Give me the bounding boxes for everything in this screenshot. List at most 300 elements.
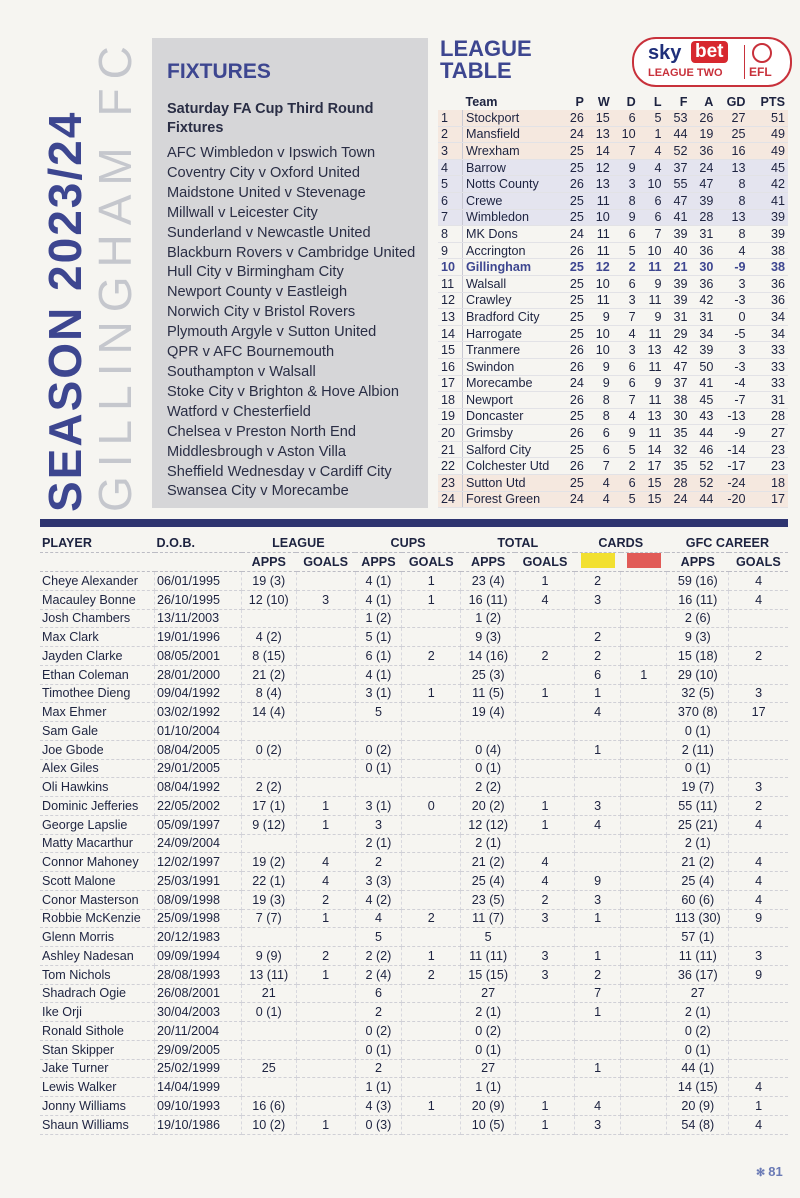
sponsor-league: LEAGUE TWO <box>648 67 723 79</box>
fixture-item: Blackburn Rovers v Cambridge United <box>167 244 416 261</box>
sponsor-sky: sky <box>648 42 682 64</box>
league-stat: 24 <box>665 491 691 508</box>
league-stat: 10 <box>587 275 613 292</box>
league-stat: 39 <box>665 292 691 309</box>
player-row <box>40 1097 788 1116</box>
player-dob: 08/05/2001 <box>155 647 242 666</box>
league-stat: -14 <box>716 441 748 458</box>
cups-goals: 1 <box>402 590 461 609</box>
league-stat: 39 <box>690 342 716 359</box>
red-cards <box>621 778 667 797</box>
yellow-cards: 3 <box>575 890 621 909</box>
player-dob: 14/04/1999 <box>155 1078 242 1097</box>
sub-total-apps: APPS <box>461 553 516 572</box>
yellow-cards <box>575 609 621 628</box>
red-cards <box>621 797 667 816</box>
total-apps: 20 (2) <box>461 797 516 816</box>
cups-goals <box>402 853 461 872</box>
league-stat: 29 <box>665 325 691 342</box>
total-goals: 2 <box>515 890 574 909</box>
cups-apps: 2 <box>355 1003 401 1022</box>
career-apps: 2 (1) <box>667 1003 729 1022</box>
cups-goals: 0 <box>402 797 461 816</box>
club-crest-icon: ✻ <box>756 1167 766 1179</box>
league-apps <box>242 722 297 741</box>
league-stat: 44 <box>690 491 716 508</box>
career-apps: 0 (1) <box>667 1040 729 1059</box>
league-position: 6 <box>438 192 463 209</box>
yellow-cards <box>575 1040 621 1059</box>
league-stat: 41 <box>690 375 716 392</box>
total-goals: 2 <box>515 647 574 666</box>
league-goals <box>296 778 355 797</box>
league-position: 15 <box>438 342 463 359</box>
total-goals <box>515 740 574 759</box>
cups-apps: 2 <box>355 1059 401 1078</box>
red-cards <box>621 609 667 628</box>
fixture-item: QPR v AFC Bournemouth <box>167 344 335 361</box>
league-goals: 3 <box>296 590 355 609</box>
league-goals <box>296 722 355 741</box>
league-goals <box>296 984 355 1003</box>
player-dob: 29/01/2005 <box>155 759 242 778</box>
league-stat: 21 <box>665 259 691 276</box>
league-stat: 30 <box>690 259 716 276</box>
league-stat: 25 <box>561 275 587 292</box>
league-stat: 13 <box>716 209 748 226</box>
league-stat: 6 <box>587 441 613 458</box>
league-stat: 25 <box>561 475 587 492</box>
league-team: Doncaster <box>463 408 562 425</box>
red-cards <box>621 1078 667 1097</box>
player-row <box>40 1022 788 1041</box>
player-row <box>40 834 788 853</box>
league-stat: 45 <box>690 392 716 409</box>
league-position: 3 <box>438 143 463 160</box>
career-goals <box>729 1022 788 1041</box>
fixture-item: Millwall v Leicester City <box>167 204 318 221</box>
fixture-item: Coventry City v Oxford United <box>167 164 361 181</box>
fixture-item: Sheffield Wednesday v Cardiff City <box>167 463 392 480</box>
season-vertical-title <box>28 30 141 520</box>
sub-career-goals: GOALS <box>729 553 788 572</box>
league-stat: 26 <box>690 110 716 126</box>
red-cards <box>621 759 667 778</box>
player-name: Robbie McKenzie <box>40 909 155 928</box>
player-name: Jonny Williams <box>40 1097 155 1116</box>
league-stat: 10 <box>587 325 613 342</box>
league-table-row <box>438 192 788 209</box>
career-apps: 20 (9) <box>667 1097 729 1116</box>
yellow-cards: 1 <box>575 740 621 759</box>
cups-apps: 5 (1) <box>355 628 401 647</box>
league-stat: 3 <box>613 342 639 359</box>
league-stat: 34 <box>690 325 716 342</box>
league-stat: 6 <box>639 209 665 226</box>
player-row <box>40 928 788 947</box>
league-table-title <box>440 38 532 82</box>
yellow-cards <box>575 722 621 741</box>
player-stats-table <box>40 534 788 1135</box>
league-stat: 14 <box>639 441 665 458</box>
fixture-item: Swansea City v Morecambe <box>167 483 349 500</box>
league-apps: 0 (2) <box>242 740 297 759</box>
player-dob: 24/09/2004 <box>155 834 242 853</box>
sub-cups-goals: GOALS <box>402 553 461 572</box>
cups-goals <box>402 740 461 759</box>
red-cards <box>621 1022 667 1041</box>
yellow-cards <box>575 1078 621 1097</box>
red-cards <box>621 684 667 703</box>
league-stat: 3 <box>716 342 748 359</box>
career-goals <box>729 1059 788 1078</box>
league-goals: 1 <box>296 1115 355 1134</box>
cups-goals: 1 <box>402 572 461 591</box>
yellow-card-swatch <box>575 553 621 572</box>
league-stat: 5 <box>613 491 639 508</box>
player-row <box>40 1003 788 1022</box>
league-stat: 52 <box>690 475 716 492</box>
yellow-cards: 1 <box>575 684 621 703</box>
league-stat: 11 <box>639 425 665 442</box>
league-stat: 5 <box>613 242 639 259</box>
yellow-cards: 4 <box>575 1097 621 1116</box>
player-name: Jake Turner <box>40 1059 155 1078</box>
league-stat: 31 <box>690 226 716 243</box>
league-position: 5 <box>438 176 463 193</box>
league-stat: 13 <box>587 126 613 143</box>
player-name: Alex Giles <box>40 759 155 778</box>
cups-goals: 2 <box>402 965 461 984</box>
red-card-swatch <box>621 553 667 572</box>
red-cards <box>621 572 667 591</box>
league-team: Walsall <box>463 275 562 292</box>
total-goals <box>515 1078 574 1097</box>
league-col-header: PTS <box>760 95 785 109</box>
total-goals <box>515 722 574 741</box>
player-name: Matty Macarthur <box>40 834 155 853</box>
league-stat: 7 <box>613 392 639 409</box>
fixture-item: Sunderland v Newcastle United <box>167 224 371 241</box>
career-apps: 16 (11) <box>667 590 729 609</box>
col-player: PLAYER <box>40 534 155 553</box>
league-stat: 14 <box>587 143 613 160</box>
player-row <box>40 740 788 759</box>
player-dob: 26/08/2001 <box>155 984 242 1003</box>
total-goals: 1 <box>515 684 574 703</box>
league-stat: 31 <box>690 309 716 326</box>
player-dob: 25/09/1998 <box>155 909 242 928</box>
red-cards <box>621 647 667 666</box>
league-stat: 8 <box>716 226 748 243</box>
league-apps: 21 (2) <box>242 665 297 684</box>
league-stat: 26 <box>561 458 587 475</box>
league-stat: 27 <box>749 425 788 442</box>
sub-career-apps: APPS <box>667 553 729 572</box>
efl-crest-icon <box>752 43 772 63</box>
total-apps: 2 (1) <box>461 1003 516 1022</box>
league-stat: 11 <box>639 259 665 276</box>
red-cards <box>621 1097 667 1116</box>
player-dob: 20/12/1983 <box>155 928 242 947</box>
league-team: Harrogate <box>463 325 562 342</box>
career-apps: 2 (1) <box>667 834 729 853</box>
red-cards <box>621 890 667 909</box>
league-goals: 4 <box>296 872 355 891</box>
col-career: GFC CAREER <box>667 534 788 553</box>
total-goals <box>515 834 574 853</box>
player-dob: 05/09/1997 <box>155 815 242 834</box>
league-goals <box>296 1078 355 1097</box>
league-table-row <box>438 458 788 475</box>
cups-goals <box>402 928 461 947</box>
league-position: 16 <box>438 358 463 375</box>
cups-apps: 0 (3) <box>355 1115 401 1134</box>
red-cards <box>621 984 667 1003</box>
career-apps: 2 (6) <box>667 609 729 628</box>
league-stat: 31 <box>749 392 788 409</box>
red-cards <box>621 1115 667 1134</box>
league-stat: 24 <box>561 375 587 392</box>
player-row <box>40 872 788 891</box>
total-goals: 1 <box>515 797 574 816</box>
league-stat: 26 <box>561 358 587 375</box>
total-goals: 3 <box>515 965 574 984</box>
cups-apps: 0 (1) <box>355 1040 401 1059</box>
total-goals <box>515 609 574 628</box>
career-goals <box>729 759 788 778</box>
league-stat: 26 <box>561 110 587 126</box>
player-row <box>40 647 788 666</box>
cups-apps: 0 (1) <box>355 759 401 778</box>
league-goals <box>296 1059 355 1078</box>
yellow-cards: 1 <box>575 947 621 966</box>
career-goals: 4 <box>729 890 788 909</box>
total-apps: 20 (9) <box>461 1097 516 1116</box>
league-goals <box>296 647 355 666</box>
fixture-item: Hull City v Birmingham City <box>167 264 344 281</box>
league-position: 18 <box>438 392 463 409</box>
player-row <box>40 890 788 909</box>
league-team: Accrington <box>463 242 562 259</box>
yellow-cards: 2 <box>575 647 621 666</box>
league-goals <box>296 1003 355 1022</box>
league-stat: 52 <box>690 458 716 475</box>
player-row <box>40 665 788 684</box>
league-table-row <box>438 159 788 176</box>
career-goals <box>729 609 788 628</box>
fixture-item: Chelsea v Preston North End <box>167 423 357 440</box>
league-table-title-line2: TABLE <box>440 58 512 83</box>
league-stat: 17 <box>639 458 665 475</box>
player-dob: 28/08/1993 <box>155 965 242 984</box>
league-table-row <box>438 342 788 359</box>
player-dob: 09/09/1994 <box>155 947 242 966</box>
league-apps: 4 (2) <box>242 628 297 647</box>
player-name: Shaun Williams <box>40 1115 155 1134</box>
player-row <box>40 722 788 741</box>
cups-goals: 1 <box>402 1097 461 1116</box>
player-name: Jayden Clarke <box>40 647 155 666</box>
cups-apps: 1 (1) <box>355 1078 401 1097</box>
league-stat: 10 <box>587 209 613 226</box>
league-position: 4 <box>438 159 463 176</box>
league-col-header: GD <box>726 95 746 109</box>
league-stat: 25 <box>561 292 587 309</box>
league-stat: 23 <box>749 458 788 475</box>
league-goals: 2 <box>296 890 355 909</box>
player-name: Cheye Alexander <box>40 572 155 591</box>
cups-apps: 2 (2) <box>355 947 401 966</box>
cups-goals <box>402 815 461 834</box>
fixture-item: Maidstone United v Stevenage <box>167 184 366 201</box>
league-stat: 15 <box>639 491 665 508</box>
sub-total-goals: GOALS <box>515 553 574 572</box>
yellow-cards: 3 <box>575 797 621 816</box>
career-goals <box>729 740 788 759</box>
league-table-row <box>438 475 788 492</box>
league-stat: 13 <box>639 408 665 425</box>
league-stat: 4 <box>587 491 613 508</box>
player-name: George Lapslie <box>40 815 155 834</box>
player-row <box>40 572 788 591</box>
league-stat: 47 <box>665 358 691 375</box>
yellow-cards: 2 <box>575 572 621 591</box>
total-goals: 1 <box>515 1097 574 1116</box>
league-stat: 17 <box>749 491 788 508</box>
cups-apps: 2 (1) <box>355 834 401 853</box>
total-apps: 0 (1) <box>461 759 516 778</box>
league-stat: 28 <box>749 408 788 425</box>
player-row <box>40 1059 788 1078</box>
league-stat: 5 <box>613 441 639 458</box>
player-row <box>40 590 788 609</box>
player-name: Joe Gbode <box>40 740 155 759</box>
league-apps: 21 <box>242 984 297 1003</box>
league-apps <box>242 609 297 628</box>
league-stat: 6 <box>613 110 639 126</box>
player-dob: 09/10/1993 <box>155 1097 242 1116</box>
career-apps: 32 (5) <box>667 684 729 703</box>
league-apps: 9 (12) <box>242 815 297 834</box>
total-apps: 12 (12) <box>461 815 516 834</box>
league-goals <box>296 1040 355 1059</box>
league-team: Tranmere <box>463 342 562 359</box>
career-goals: 17 <box>729 703 788 722</box>
league-stat: 32 <box>665 441 691 458</box>
player-name: Ethan Coleman <box>40 665 155 684</box>
total-goals: 1 <box>515 815 574 834</box>
league-table-row <box>438 242 788 259</box>
cups-apps: 0 (2) <box>355 740 401 759</box>
league-team: Morecambe <box>463 375 562 392</box>
career-apps: 36 (17) <box>667 965 729 984</box>
league-stat: -17 <box>716 458 748 475</box>
league-apps: 0 (1) <box>242 1003 297 1022</box>
league-table-row <box>438 226 788 243</box>
red-cards <box>621 909 667 928</box>
league-stat: 9 <box>587 375 613 392</box>
sponsor-efl: EFL <box>749 65 772 79</box>
sub-cups-apps: APPS <box>355 553 401 572</box>
league-stat: 13 <box>639 342 665 359</box>
sky-bet-league-two-logo <box>632 37 792 87</box>
league-table-row <box>438 126 788 143</box>
league-goals: 2 <box>296 947 355 966</box>
player-name: Sam Gale <box>40 722 155 741</box>
league-stat: 53 <box>665 110 691 126</box>
league-apps: 8 (4) <box>242 684 297 703</box>
player-row <box>40 778 788 797</box>
player-dob: 29/09/2005 <box>155 1040 242 1059</box>
cups-goals <box>402 1059 461 1078</box>
player-dob: 06/01/1995 <box>155 572 242 591</box>
career-apps: 0 (1) <box>667 722 729 741</box>
league-team: Crawley <box>463 292 562 309</box>
fixture-item: Stoke City v Brighton & Hove Albion <box>167 383 399 400</box>
league-stat: 9 <box>613 159 639 176</box>
league-table-row <box>438 292 788 309</box>
league-apps: 25 <box>242 1059 297 1078</box>
league-position: 12 <box>438 292 463 309</box>
player-dob: 26/10/1995 <box>155 590 242 609</box>
cups-goals <box>402 890 461 909</box>
total-goals <box>515 1003 574 1022</box>
league-stat: 11 <box>639 358 665 375</box>
league-stat: 25 <box>716 126 748 143</box>
league-stat: 9 <box>587 309 613 326</box>
yellow-cards <box>575 853 621 872</box>
player-row <box>40 984 788 1003</box>
player-dob: 22/05/2002 <box>155 797 242 816</box>
career-apps: 11 (11) <box>667 947 729 966</box>
league-col-header <box>438 94 463 110</box>
yellow-cards: 4 <box>575 815 621 834</box>
league-position: 24 <box>438 491 463 508</box>
league-table-row <box>438 392 788 409</box>
league-stat: 38 <box>749 242 788 259</box>
fixtures-panel <box>152 38 428 508</box>
league-stat: -3 <box>716 292 748 309</box>
total-goals: 3 <box>515 909 574 928</box>
league-stat: 36 <box>690 143 716 160</box>
league-team: Newport <box>463 392 562 409</box>
league-stat: 4 <box>716 242 748 259</box>
player-name: Oli Hawkins <box>40 778 155 797</box>
cups-goals <box>402 665 461 684</box>
fixture-item: Middlesbrough v Aston Villa <box>167 443 347 460</box>
league-stat: 39 <box>749 209 788 226</box>
player-row <box>40 815 788 834</box>
league-col-header: Team <box>465 95 498 109</box>
league-stat: 25 <box>561 408 587 425</box>
league-stat: 12 <box>587 259 613 276</box>
league-stat: 28 <box>665 475 691 492</box>
league-team: Gillingham <box>463 259 562 276</box>
total-apps: 2 (1) <box>461 834 516 853</box>
player-row <box>40 609 788 628</box>
league-table-row <box>438 491 788 508</box>
cups-goals <box>402 703 461 722</box>
red-cards <box>621 947 667 966</box>
yellow-cards: 2 <box>575 628 621 647</box>
career-apps: 21 (2) <box>667 853 729 872</box>
career-goals: 4 <box>729 1115 788 1134</box>
league-stat: 6 <box>587 425 613 442</box>
league-team: Barrow <box>463 159 562 176</box>
total-apps: 0 (2) <box>461 1022 516 1041</box>
league-stat: 42 <box>665 342 691 359</box>
